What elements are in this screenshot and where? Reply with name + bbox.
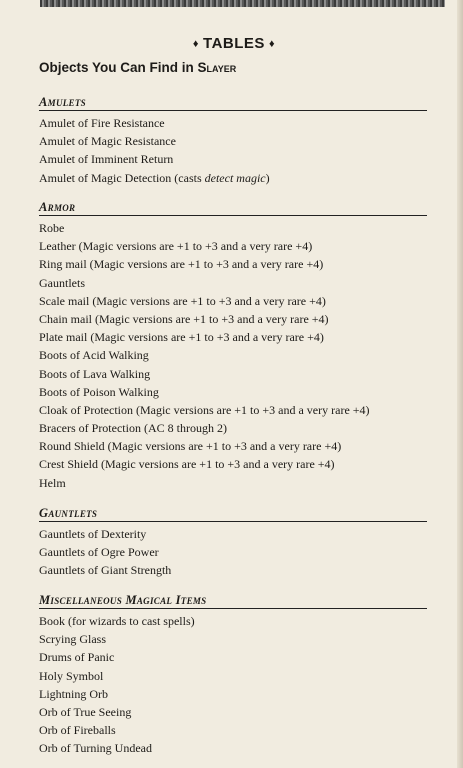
list-item: Drums of Panic (39, 650, 115, 665)
list-item: Round Shield (Magic versions are +1 to +3 and a very rare +4) (39, 439, 342, 454)
list-item: Helm (39, 475, 66, 490)
list-item: Orb of Fireballs (39, 723, 116, 738)
item-list (39, 612, 427, 758)
section-armor (39, 200, 427, 492)
list-item: Crest Shield (Magic versions are +1 to +3 and a very rare +4) (39, 457, 335, 472)
list-item: Robe (39, 221, 65, 235)
list-item: Cloak of Protection (Magic versions are +1 to +3 and a very rare +4) (39, 402, 370, 417)
section-gauntlets (39, 506, 427, 580)
list-item: Lightning Orb (39, 686, 108, 701)
list-item: Book (for wizards to cast spells) (39, 614, 195, 628)
list-item: Amulet of Imminent Return (39, 152, 174, 167)
list-item: Scale mail (Magic versions are +1 to +3 and a very rare +4) (39, 293, 326, 308)
list-item: Amulet of Fire Resistance (39, 116, 165, 130)
list-item: Gauntlets of Giant Strength (39, 563, 172, 578)
list-item: Bracers of Protection (AC 8 through 2) (39, 421, 227, 436)
subtitle-game-name: Slayer (197, 60, 237, 75)
list-item: Gauntlets (39, 275, 85, 290)
list-item: Gauntlets of Ogre Power (39, 545, 159, 560)
list-item: Leather (Magic versions are +1 to +3 and a very rare +4) (39, 239, 313, 254)
list-item: Boots of Poison Walking (39, 384, 159, 399)
item-text-end: ) (265, 170, 270, 185)
list-item: Ring mail (Magic versions are +1 to +3 and a very rare +4) (39, 257, 324, 272)
item-text: Amulet of Magic Detection (casts (39, 170, 205, 185)
diamond-ornament-left: ♦ (192, 38, 200, 50)
page-edge (457, 0, 463, 768)
list-item: Orb of True Seeing (39, 704, 132, 719)
item-list (39, 219, 427, 492)
page-title (39, 35, 429, 52)
list-item (39, 169, 427, 187)
item-list (39, 525, 427, 580)
section-heading: Amulets (39, 95, 427, 111)
section-heading: Miscellaneous Magical Items (39, 593, 427, 609)
section-heading: Armor (39, 200, 427, 216)
list-item: Gauntlets of Dexterity (39, 527, 147, 541)
subtitle-text: Objects You Can Find in (39, 60, 198, 75)
spell-name: detect magic (204, 170, 266, 185)
top-decorative-band (40, 0, 445, 7)
list-item: Holy Symbol (39, 668, 104, 683)
list-item: Boots of Lava Walking (39, 366, 151, 381)
list-item: Plate mail (Magic versions are +1 to +3 and a very rare +4) (39, 330, 324, 345)
list-item: Chain mail (Magic versions are +1 to +3 and a very rare +4) (39, 311, 329, 326)
section-misc-magical-items (39, 593, 427, 758)
diamond-ornament-right: ♦ (268, 38, 276, 50)
section-amulets (39, 95, 427, 187)
page-title-text: TABLES (203, 35, 265, 52)
list-item: Amulet of Magic Resistance (39, 134, 176, 149)
list-item: Boots of Acid Walking (39, 348, 149, 363)
page-subtitle (39, 60, 236, 75)
list-item: Orb of Turning Undead (39, 741, 152, 756)
section-heading: Gauntlets (39, 506, 427, 522)
list-item: Scrying Glass (39, 632, 106, 647)
item-list (39, 114, 427, 187)
